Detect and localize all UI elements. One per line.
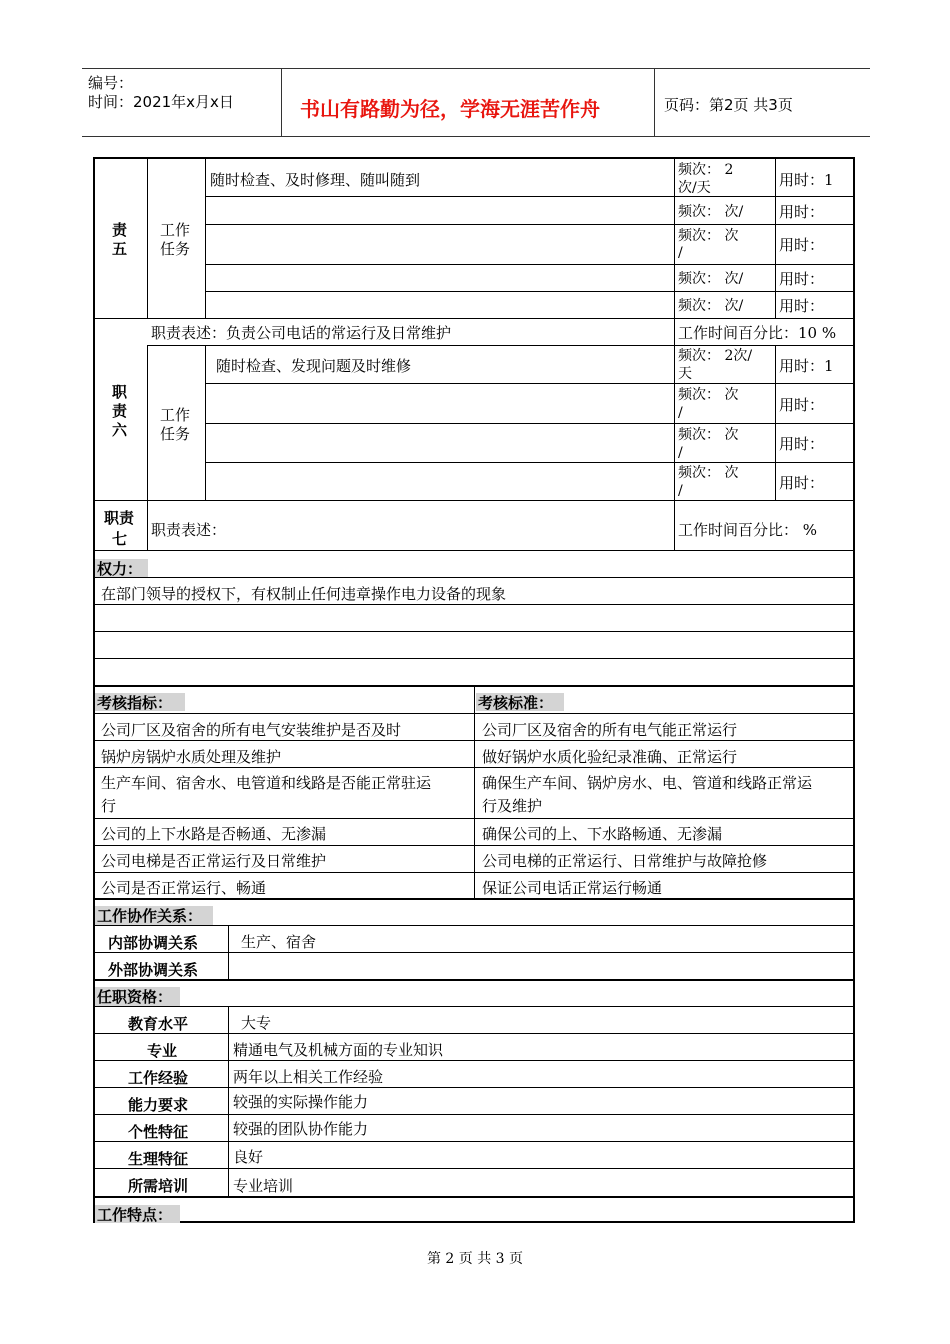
assessment-indicator: 行 [101,797,117,815]
document-date: 时间：2021年x月x日 [88,93,234,111]
qualification-label: 能力要求 [128,1096,189,1114]
duty-description: 职责表述：负责公司电话的常运行及日常维护 [151,324,452,342]
header-divider [654,68,655,136]
assessment-standard: 确保生产车间、锅炉房水、电、管道和线路正常运 [482,774,813,792]
table-rule [95,631,855,632]
table-rule [95,1114,855,1115]
work-features-title: 工作特点： [97,1206,173,1224]
qualification-label: 工作经验 [128,1069,189,1087]
table-rule [205,423,855,424]
task-frequency: 频次： 次 [678,465,739,481]
table-rule [95,1087,855,1088]
task-duration: 用时： [779,236,825,254]
assessment-indicator: 公司电梯是否正常运行及日常维护 [101,852,327,870]
task-label: 任务 [160,425,191,443]
table-rule [95,318,855,319]
task-frequency: 频次： 次/ [678,271,744,287]
table-rule [95,1033,855,1034]
assessment-standard: 公司厂区及宿舍的所有电气能正常运行 [482,721,738,739]
page-code: 页码：第2页 共3页 [664,96,793,114]
task-frequency: / [678,405,683,421]
table-rule [95,740,855,741]
table-rule [95,872,855,873]
assessment-indicator: 公司是否正常运行、畅通 [101,879,267,897]
task-duration: 用时： [779,474,825,492]
table-rule [95,925,855,926]
table-rule [228,1006,229,1196]
header-divider [281,68,282,136]
table-rule [95,952,855,953]
task-frequency: 频次： 次 [678,228,739,244]
task-label: 任务 [160,240,191,258]
table-rule [205,291,855,292]
header-bottom-rule [82,136,870,137]
task-frequency: / [678,245,683,261]
qualification-value: 大专 [241,1014,272,1032]
table-rule [95,1006,855,1007]
table-rule [95,500,855,501]
table-rule [147,159,148,318]
table-rule [95,767,855,768]
table-rule [205,196,855,197]
assessment-standard: 确保公司的上、下水路畅通、无渗漏 [482,825,723,843]
task-label: 工作 [160,221,191,239]
internal-coordination-label: 内部协调关系 [108,934,199,952]
duty-six-label: 六 [112,421,128,439]
work-time-percent: 工作时间百分比： % [678,521,818,539]
qualification-label: 专业 [147,1042,178,1060]
task-text: 随时检查、发现问题及时维修 [216,357,412,375]
duty-five-label: 责 [112,221,128,239]
assessment-standard: 做好锅炉水质化验纪录准确、正常运行 [482,748,738,766]
task-frequency: 次/天 [678,180,711,196]
qualification-label: 个性特征 [128,1123,189,1141]
duty-seven-label: 职责 [104,509,135,527]
standard-title: 考核标准： [478,694,554,712]
table-rule [147,345,148,550]
table-rule [95,1141,855,1142]
qualification-label: 所需培训 [128,1177,189,1195]
table-rule [228,925,229,979]
table-rule [205,462,855,463]
table-rule [474,687,475,898]
table-rule [95,1060,855,1061]
duty-five-label: 五 [112,240,128,258]
table-rule [95,713,855,714]
task-frequency: / [678,445,683,461]
table-rule [95,604,855,605]
duty-six-label: 职 [112,383,128,401]
assessment-indicator: 生产车间、宿舍水、电管道和线路是否能正常驻运 [101,774,432,792]
header-top-rule [82,68,870,69]
task-duration: 用时： [779,297,825,315]
header-motto: 书山有路勤为径，学海无涯苦作舟 [300,97,600,121]
cooperation-title: 工作协作关系： [97,907,203,925]
qualification-value: 两年以上相关工作经验 [233,1068,384,1086]
table-rule [205,224,855,225]
task-frequency: 频次： 2 [678,162,734,178]
assessment-standard: 公司电梯的正常运行、日常维护与故障抢修 [482,852,768,870]
external-coordination-label: 外部协调关系 [108,961,199,979]
table-rule [95,658,855,659]
document-number: 编号： [88,74,134,92]
work-time-percent: 工作时间百分比：10 % [678,324,837,342]
page-footer: 第 2 页 共 3 页 [426,1251,524,1267]
assessment-indicator: 锅炉房锅炉水质处理及维护 [101,748,282,766]
table-rule [775,345,776,500]
qualification-label: 生理特征 [128,1150,189,1168]
task-frequency: / [678,483,683,499]
assessment-indicator: 公司厂区及宿舍的所有电气安装维护是否及时 [101,721,402,739]
qualification-value: 较强的实际操作能力 [233,1093,369,1111]
table-rule [674,159,675,550]
assessment-standard: 行及维护 [482,797,543,815]
qualification-value: 良好 [233,1148,264,1166]
qualification-value: 专业培训 [233,1177,294,1195]
indicator-title: 考核指标： [97,694,173,712]
task-duration: 用时： [779,270,825,288]
table-rule [95,845,855,846]
task-frequency: 频次： 次 [678,387,739,403]
table-rule [95,979,855,981]
task-duration: 用时： [779,435,825,453]
table-rule [205,159,206,318]
task-duration: 用时：1 [779,171,834,189]
task-frequency: 频次： 2次/ [678,348,753,364]
table-rule [205,383,855,384]
power-title: 权力： [97,560,143,578]
task-text: 随时检查、及时修理、随叫随到 [210,171,421,189]
table-rule [95,577,855,578]
assessment-indicator: 公司的上下水路是否畅通、无渗漏 [101,825,327,843]
task-label: 工作 [160,406,191,424]
qualification-value: 精通电气及机械方面的专业知识 [233,1041,444,1059]
task-frequency: 频次： 次 [678,427,739,443]
task-frequency: 频次： 次/ [678,298,744,314]
task-duration: 用时： [779,396,825,414]
table-rule [95,898,855,900]
task-frequency: 频次： 次/ [678,204,744,220]
table-rule [95,818,855,819]
table-rule [95,1168,855,1169]
duty-seven-label: 七 [112,530,128,548]
task-frequency: 天 [678,366,692,382]
qualification-title: 任职资格： [97,988,173,1006]
duty-description: 职责表述： [151,521,227,539]
table-rule [205,345,206,500]
duty-six-label: 责 [112,402,128,420]
task-duration: 用时： [779,203,825,221]
table-rule [205,264,855,265]
internal-coordination-value: 生产、宿舍 [241,933,317,951]
table-rule [95,685,855,687]
table-rule [95,1196,855,1198]
table-rule [95,550,855,551]
table-rule [147,345,855,346]
table-rule [775,159,776,318]
qualification-value: 较强的团队协作能力 [233,1120,369,1138]
qualification-label: 教育水平 [128,1015,189,1033]
task-duration: 用时：1 [779,357,834,375]
assessment-standard: 保证公司电话正常运行畅通 [482,879,663,897]
power-item: 在部门领导的授权下，有权制止任何违章操作电力设备的现象 [101,585,507,603]
